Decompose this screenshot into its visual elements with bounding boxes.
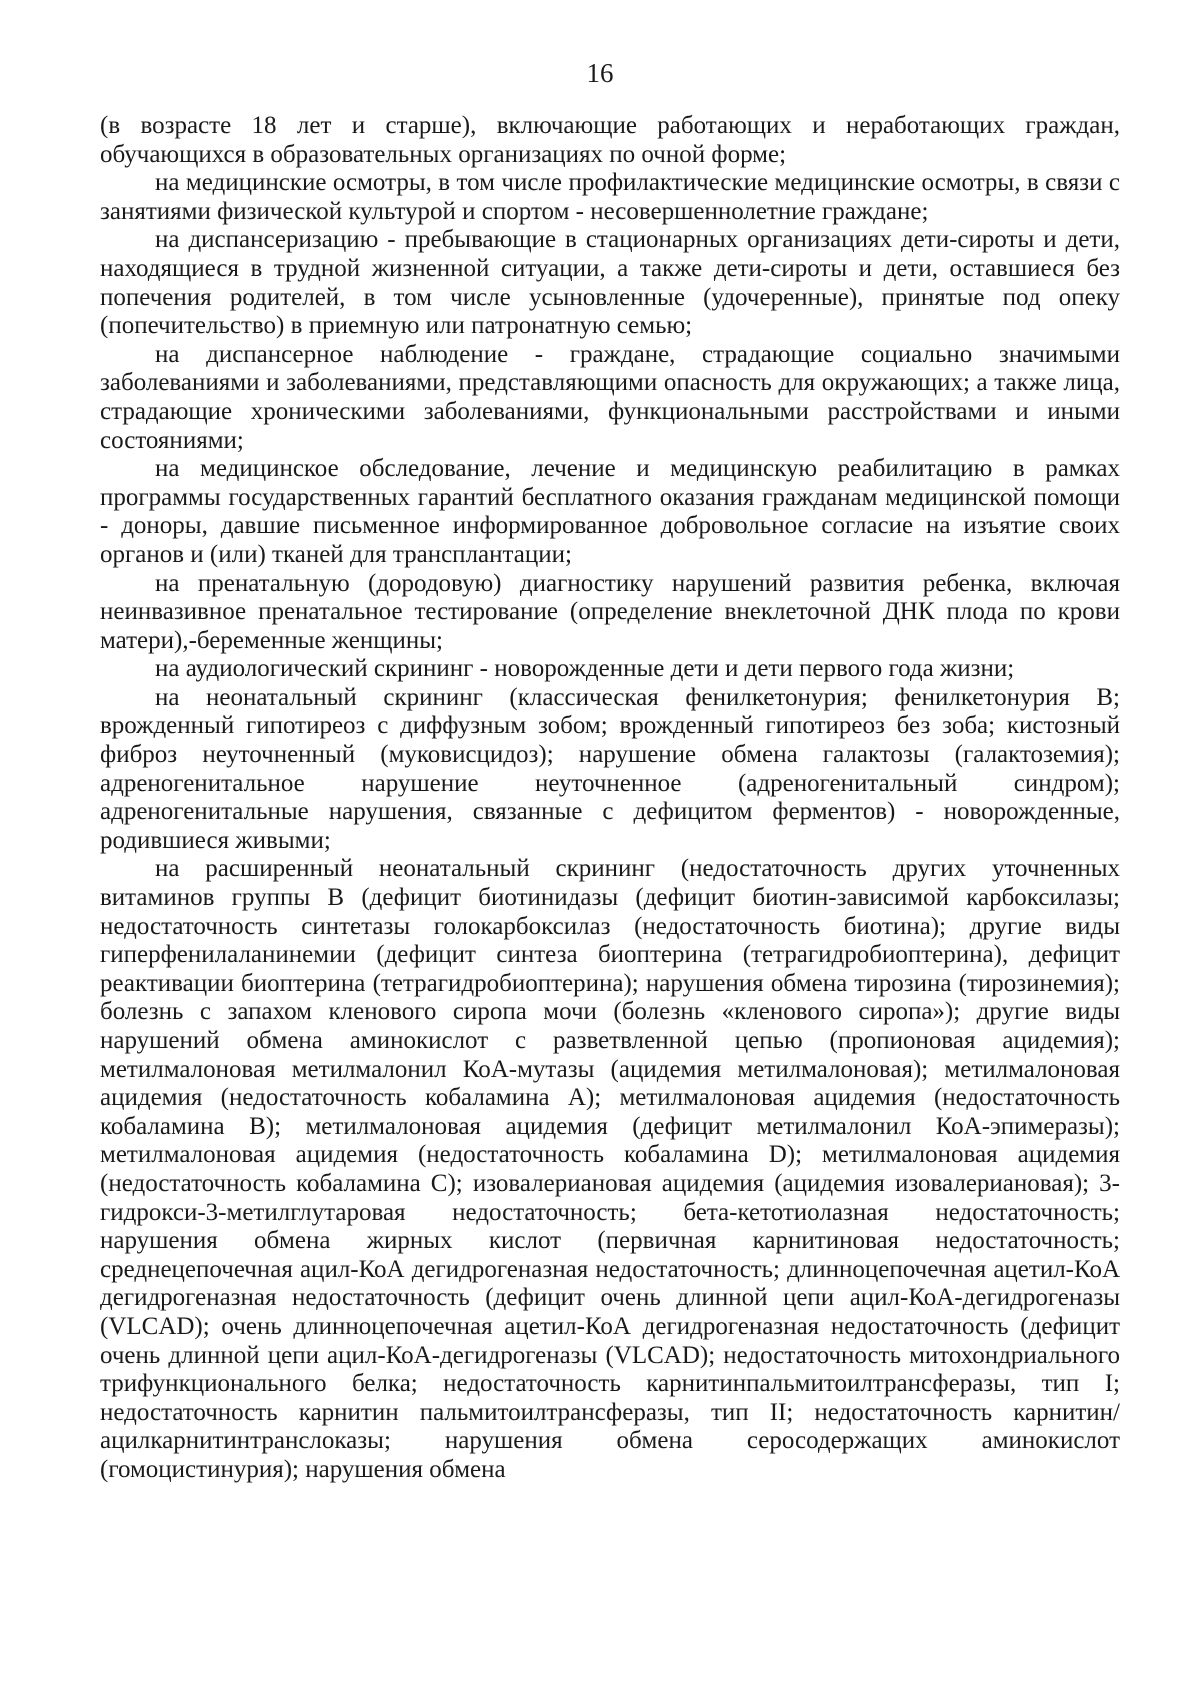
paragraph-extended-neonatal-screening: на расширенный неонатальный скрининг (недостаточность других уточненных витаминов группы В (дефицит биотинидазы (дефицит биотин-зависимой карбоксилазы; недостаточность синтетазы голокарбоксилаз (недостаточность биотина); другие виды гиперфенилаланинемии (дефицит синтеза биоптерина (тетрагидробиоптерина), дефицит реактивации биоптерина (тетрагидробиоптерина); нарушения обмена тирозина (тирозинемия); болезнь с запахом кленового сиропа мочи (болезнь «кленового сиропа»); другие виды нарушений обмена аминокислот с разветвленной цепью (пропионовая ацидемия); метилмалоновая метилмалонил КоА-мутазы (ацидемия метилмалоновая); метилмалоновая ацидемия (недостаточность кобаламина А); метилмалоновая ацидемия (недостаточность кобаламина В); метилмалоновая ацидемия (дефицит метилмалонил КоА-эпимеразы); метилмалоновая ацидемия (недостаточность кобаламина D); метилмалоновая ацидемия (недостаточность кобаламина С); изовалериановая ацидемия (ацидемия изовалериановая); 3-гидрокси-3-метилглутаровая недостаточность; бета-кетотиолазная недостаточность; нарушения обмена жирных кислот (первичная карнитиновая недостаточность; среднецепочечная ацил-КоА дегидрогеназная недостаточность; длинноцепочечная ацетил-КоА дегидрогеназная недостаточность (дефицит очень длинной цепи ацил-КоА-дегидрогеназы (VLCAD); очень длинноцепочечная ацетил-КоА дегидрогеназная недостаточность (дефицит очень длинной цепи ацил-КоА-дегидрогеназы (VLCAD); недостаточность митохондриального трифункционального белка; недостаточность карнитинпальмитоилтрансферазы, тип I; недостаточность карнитин пальмитоилтрансферазы, тип II; недостаточность карнитин/ацилкарнитинтранслоказы; нарушения обмена серосодержащих аминокислот (гомоцистинурия); нарушения обмена bbox=[100, 855, 1120, 1483]
paragraph-medical-checkups: на медицинские осмотры, в том числе профилактические медицинские осмотры, в связи с занятиями физической культурой и спортом - несовершеннолетние граждане; bbox=[100, 169, 1120, 225]
page-number: 16 bbox=[586, 58, 614, 88]
paragraph-neonatal-screening: на неонатальный скрининг (классическая фенилкетонурия; фенилкетонурия В; врожденный гипотиреоз с диффузным зобом; врожденный гипотиреоз без зоба; кистозный фиброз неуточненный (муковисцидоз); нарушение обмена галактозы (галактоземия); адреногенитальное нарушение неуточненное (адреногенитальный синдром); адреногенитальные нарушения, связанные с дефицитом ферментов) - новорожденные, родившиеся живыми; bbox=[100, 683, 1120, 854]
paragraph-dispensarization: на диспансеризацию - пребывающие в стационарных организациях дети-сироты и дети, находящиеся в трудной жизненной ситуации, а также дети-сироты и дети, оставшиеся без попечения родителей, в том числе усыновленные (удочеренные), принятые под опеку (попечительство) в приемную или патронатную семью; bbox=[100, 226, 1120, 340]
paragraph-dispensary-observation: на диспансерное наблюдение - граждане, страдающие социально значимыми заболеваниями и заболеваниями, представляющими опасность для окружающих; а также лица, страдающие хроническими заболеваниями, функциональными расстройствами и иными состояниями; bbox=[100, 340, 1120, 454]
paragraph-donors: на медицинское обследование, лечение и медицинскую реабилитацию в рамках программы государственных гарантий бесплатного оказания гражданам медицинской помощи - доноры, давшие письменное информированное добровольное согласие на изъятие своих органов и (или) тканей для трансплантации; bbox=[100, 455, 1120, 568]
paragraph-prenatal-diagnostics: на пренатальную (дородовую) диагностику нарушений развития ребенка, включая неинвазивное пренатальное тестирование (определение внеклеточной ДНК плода по крови матери),-беременные женщины; bbox=[100, 569, 1120, 654]
body-text bbox=[100, 112, 1120, 1485]
paragraph-continuation: (в возрасте 18 лет и старше), включающие работающих и неработающих граждан, обучающихся в образовательных организациях по очной форме; bbox=[100, 112, 1120, 168]
paragraph-audiology-screening: на аудиологический скрининг - новорожденные дети и дети первого года жизни; bbox=[155, 655, 1015, 683]
